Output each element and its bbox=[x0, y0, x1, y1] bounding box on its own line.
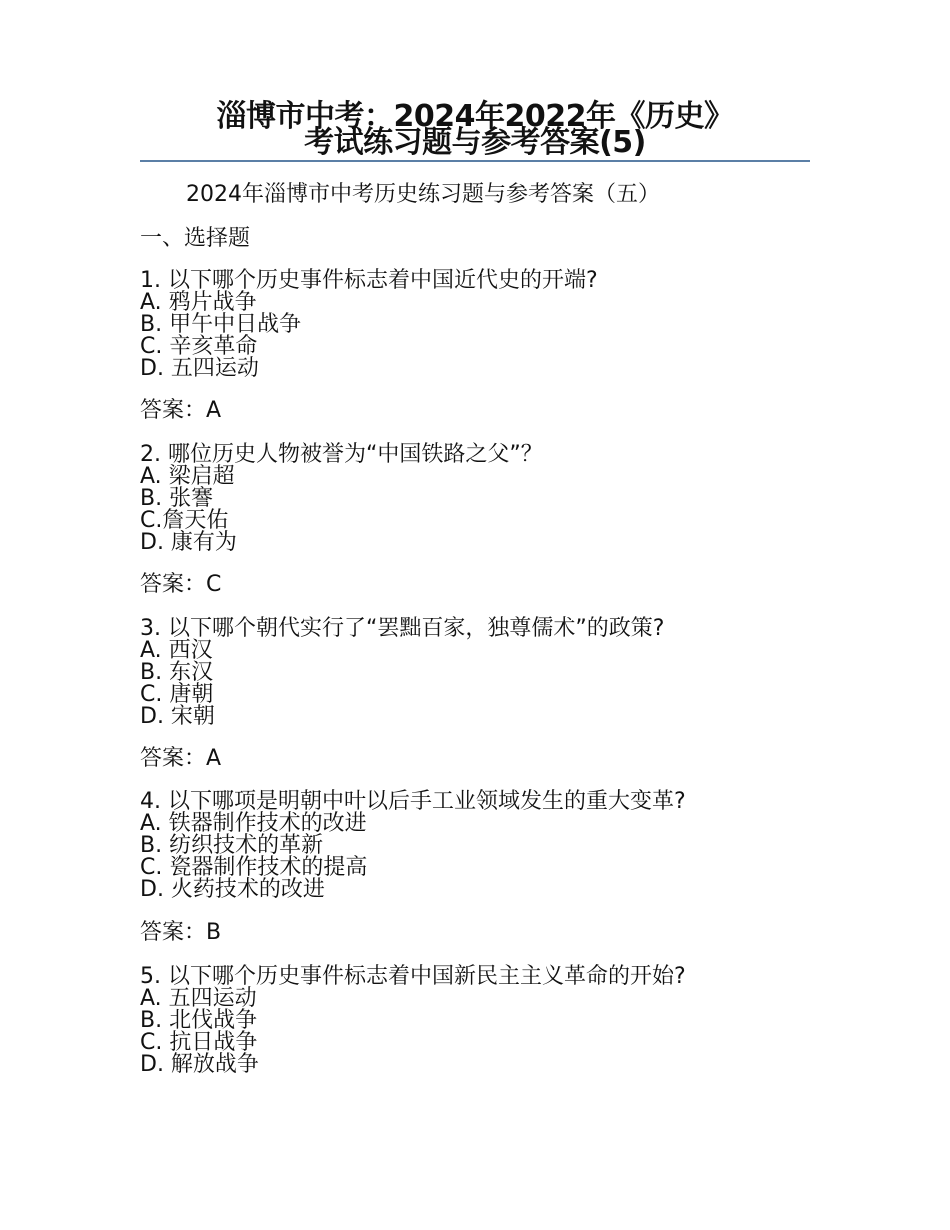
title-line-1: 淄博市中考：2024年2022年《历史》 bbox=[216, 99, 734, 134]
question-3 bbox=[140, 616, 820, 771]
question-4 bbox=[140, 789, 820, 945]
option-d: D. 火药技术的改进 bbox=[140, 877, 325, 902]
document-title bbox=[140, 99, 810, 160]
option-b: B. 东汉 bbox=[140, 660, 214, 685]
question-text: 3. 以下哪个朝代实行了“罢黜百家，独尊儒术”的政策? bbox=[140, 616, 665, 641]
option-a: A. 铁器制作技术的改进 bbox=[140, 811, 367, 836]
option-c: C. 抗日战争 bbox=[140, 1030, 258, 1055]
question-text: 2. 哪位历史人物被誉为“中国铁路之父”？ bbox=[140, 442, 543, 467]
answer-text: 答案：C bbox=[140, 572, 222, 597]
option-a: A. 梁启超 bbox=[140, 464, 235, 489]
question-text: 1. 以下哪个历史事件标志着中国近代史的开端? bbox=[140, 268, 598, 293]
option-d: D. 五四运动 bbox=[140, 356, 259, 381]
option-c: C. 辛亥革命 bbox=[140, 334, 258, 359]
answer-text: 答案：B bbox=[140, 920, 222, 945]
question-text: 5. 以下哪个历史事件标志着中国新民主主义革命的开始? bbox=[140, 964, 686, 989]
option-a: A. 西汉 bbox=[140, 638, 213, 663]
option-a: A. 鸦片战争 bbox=[140, 290, 257, 315]
section-heading: 一、选择题 bbox=[140, 226, 251, 251]
question-2 bbox=[140, 442, 820, 597]
option-d: D. 解放战争 bbox=[140, 1052, 259, 1077]
question-text: 4. 以下哪项是明朝中叶以后手工业领域发生的重大变革? bbox=[140, 789, 686, 814]
option-b: B. 甲午中日战争 bbox=[140, 312, 302, 337]
question-1 bbox=[140, 268, 820, 423]
option-b: B. 纺织技术的革新 bbox=[140, 833, 324, 858]
title-line-2: 考试练习题与参考答案(5) bbox=[304, 125, 646, 160]
option-c: C. 唐朝 bbox=[140, 682, 214, 707]
option-b: B. 张謇 bbox=[140, 486, 214, 511]
option-c: C. 瓷器制作技术的提高 bbox=[140, 855, 368, 880]
answer-text: 答案：A bbox=[140, 398, 222, 423]
title-divider bbox=[140, 160, 810, 162]
question-5 bbox=[140, 966, 820, 1076]
option-d: D. 康有为 bbox=[140, 530, 237, 555]
answer-text: 答案：A bbox=[140, 746, 222, 771]
option-d: D. 宋朝 bbox=[140, 704, 215, 729]
document-subtitle: 2024年淄博市中考历史练习题与参考答案（五） bbox=[186, 182, 660, 207]
option-c: C.詹天佑 bbox=[140, 508, 229, 533]
option-a: A. 五四运动 bbox=[140, 986, 257, 1011]
option-b: B. 北伐战争 bbox=[140, 1008, 258, 1033]
